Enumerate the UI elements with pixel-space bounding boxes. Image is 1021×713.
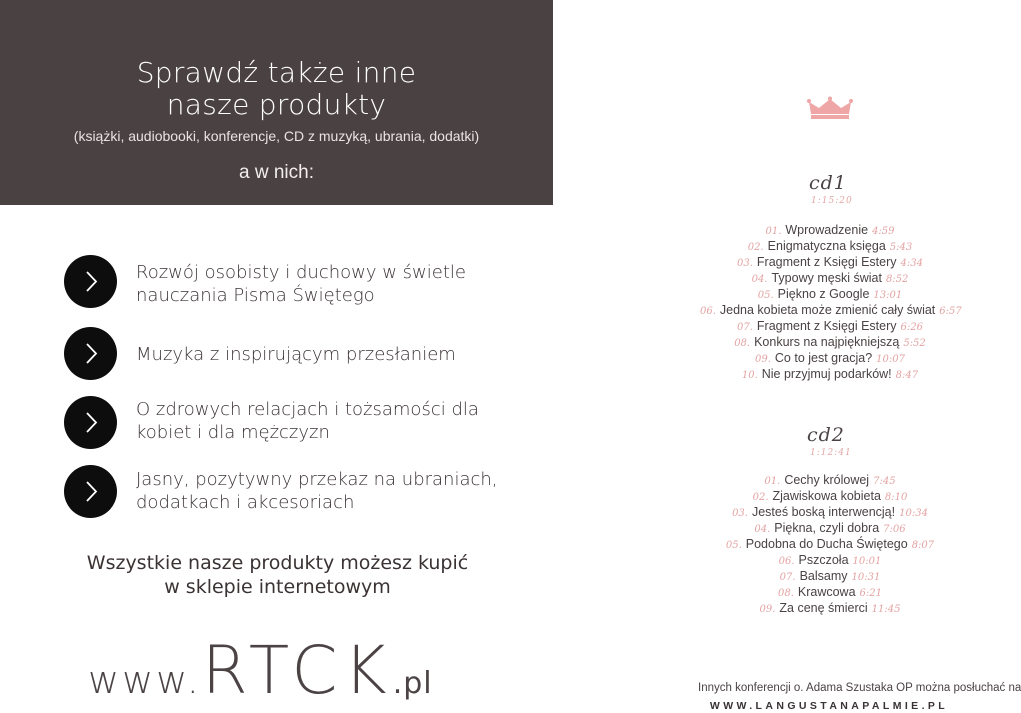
track-duration: 10:31 [851,572,881,583]
track-number: 06. [700,306,716,317]
logo-brand: RTCK [201,632,393,709]
track-duration: 10:07 [876,354,905,365]
track-number: 04. [754,524,771,535]
track-duration: 8:52 [885,274,909,285]
cd1-total-time: 1:15:20 [811,196,853,206]
track-duration: 4:34 [900,258,923,269]
track-duration: 6:21 [859,588,883,599]
track-number: 07. [736,322,753,333]
cd2-title: cd2 [807,424,845,446]
closing-line2: w sklepie internetowym [164,576,391,598]
track-duration: 10:34 [899,508,928,519]
track-number: 04. [751,274,768,285]
track-number: 03. [732,508,748,519]
track-row [700,600,960,618]
track-number: 08. [777,588,794,599]
track-number: 08. [734,338,751,349]
track-title: Jesteś boską interwencją! [751,505,896,519]
track-title: Jedna kobieta może zmienić cały świat [719,303,936,317]
track-title: Zjawiskowa kobieta [772,489,881,503]
track-number: 06. [778,556,795,567]
track-title: Cechy królowej [784,473,870,487]
track-title: Wprowadzenie [785,223,869,237]
rtck-logo[interactable] [88,632,433,709]
logo-tld: .pl [392,666,433,701]
benefit-line2: kobiet i dla mężczyzn [136,422,330,443]
track-title: Za cenę śmierci [779,601,868,615]
benefit-line1: Jasny, pozytywny przekaz na ubraniach, [136,469,498,490]
track-duration: 5:52 [903,338,926,349]
track-number: 05. [757,290,774,301]
track-number: 09. [759,604,776,615]
track-title: Fragment z Księgi Estery [756,319,897,333]
header-lead: a w nich: [239,162,314,183]
more-conferences-note: Innych konferencji o. Adama Szustaka OP można posłuchać na [698,682,1021,694]
track-title: Pszczoła [798,553,849,567]
track-duration: 7:06 [883,524,906,535]
track-title: Podobna do Ducha Świętego [745,537,908,551]
track-duration: 7:45 [873,476,896,487]
track-number: 01. [765,226,782,237]
track-title: Co to jest gracja? [774,351,873,365]
track-title: Fragment z Księgi Estery [756,255,897,269]
track-duration: 6:57 [939,306,962,317]
track-title: Krawcowa [797,585,856,599]
track-number: 02. [752,492,769,503]
track-title: Enigmatyczna księga [767,239,886,253]
track-duration: 8:47 [895,370,919,381]
track-title: Balsamy [799,569,848,583]
track-title: Nie przyjmuj podarków! [761,367,892,381]
benefit-line2: nauczania Pisma Świętego [136,285,375,306]
track-number: 07. [779,572,796,583]
track-title: Typowy męski świat [771,271,882,285]
track-number: 10. [741,370,758,381]
cd2-total-time: 1:12:41 [810,448,852,458]
chevron-right-icon [64,396,117,449]
benefit-line1: Rozwój osobisty i duchowy w świetle [136,262,466,283]
track-duration: 11:45 [871,604,901,615]
track-title: Piękna, czyli dobra [774,521,880,535]
track-duration: 10:01 [852,556,882,567]
header-title-line2: nasze produkty [166,88,387,121]
cd1-title: cd1 [809,172,847,194]
track-number: 01. [764,476,781,487]
track-number: 03. [736,258,753,269]
track-duration: 8:07 [911,540,935,551]
track-duration: 6:26 [900,322,923,333]
benefit-line2: dodatkach i akcesoriach [136,492,355,513]
header-title-line1: Sprawdź także inne [136,56,417,89]
closing-line1: Wszystkie nasze produkty możesz kupić [86,552,469,574]
langustanapalmie-link[interactable]: WWW.LANGUSTANAPALMIE.PL [709,700,949,712]
track-duration: 13:01 [873,290,903,301]
benefit-line1: Muzyka z inspirującym przesłaniem [136,344,456,365]
promo-header [0,0,553,205]
track-duration: 5:43 [889,242,913,253]
header-subtitle: (książki, audiobooki, konferencje, CD z muzyką, ubrania, dodatki) [73,128,480,144]
chevron-right-icon [64,327,117,380]
track-number: 09. [754,354,771,365]
logo-www: www. [88,658,202,702]
benefit-line1: O zdrowych relacjach i tożsamości dla [136,399,479,420]
track-duration: 8:10 [884,492,908,503]
track-row [700,366,960,384]
track-number: 05. [725,540,742,551]
crown-icon [807,96,853,120]
track-number: 02. [747,242,764,253]
track-duration: 4:59 [872,226,895,237]
track-title: Konkurs na najpiękniejszą [754,335,900,349]
chevron-right-icon [64,255,117,308]
chevron-right-icon [64,465,117,518]
track-title: Piękno z Google [777,287,870,301]
